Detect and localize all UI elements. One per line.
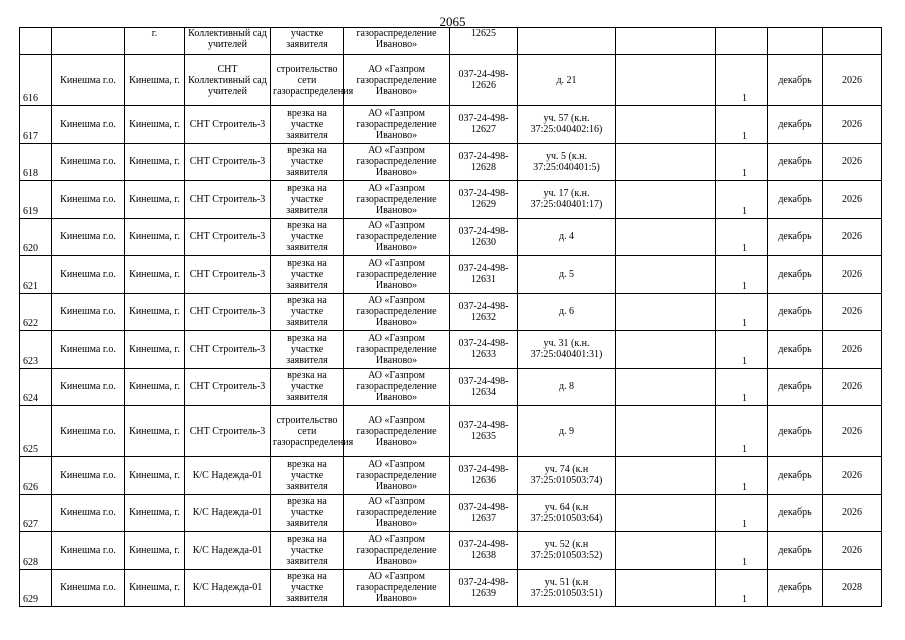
table-row [20, 457, 882, 495]
month-cell: декабрь [768, 293, 823, 331]
quantity-cell: 1 [716, 368, 768, 406]
year-cell: 2026 [823, 143, 882, 181]
owner-cell: АО «Газпром газораспределение Иваново» [344, 55, 450, 106]
quantity-cell [716, 28, 768, 55]
district-cell: Кинешма г.о. [52, 532, 125, 570]
row-number: 622 [20, 293, 52, 331]
code-cell: 037-24-498-12631 [450, 256, 518, 294]
object-cell: СНТ Строитель-3 [185, 106, 271, 144]
row-number [20, 28, 52, 55]
city-cell: Кинешма, г. [125, 181, 185, 219]
object-cell: СНТ Строитель-3 [185, 181, 271, 219]
quantity-cell: 1 [716, 331, 768, 369]
quantity-cell: 1 [716, 106, 768, 144]
code-cell: 037-24-498-12637 [450, 494, 518, 532]
month-cell: декабрь [768, 569, 823, 607]
empty-cell [616, 494, 716, 532]
year-cell: 2026 [823, 293, 882, 331]
address-cell: уч. 5 (к.н. 37:25:040401:5) [518, 143, 616, 181]
empty-cell [616, 293, 716, 331]
table-row [20, 532, 882, 570]
empty-cell [616, 28, 716, 55]
empty-cell [616, 569, 716, 607]
owner-cell: АО «Газпром газораспределение Иваново» [344, 256, 450, 294]
table-row [20, 256, 882, 294]
address-cell: д. 6 [518, 293, 616, 331]
city-cell: г. [125, 28, 185, 55]
year-cell: 2026 [823, 532, 882, 570]
year-cell: 2026 [823, 368, 882, 406]
empty-cell [616, 218, 716, 256]
owner-cell: АО «Газпром газораспределение Иваново» [344, 368, 450, 406]
district-cell: Кинешма г.о. [52, 218, 125, 256]
register-table-body [20, 28, 882, 607]
object-cell: К/С Надежда-01 [185, 532, 271, 570]
table-row [20, 368, 882, 406]
work-type-cell: врезка на участке заявителя [271, 256, 344, 294]
year-cell: 2028 [823, 569, 882, 607]
month-cell: декабрь [768, 181, 823, 219]
object-cell: СНТ Строитель-3 [185, 256, 271, 294]
address-cell: уч. 57 (к.н. 37:25:040402:16) [518, 106, 616, 144]
row-number: 623 [20, 331, 52, 369]
city-cell: Кинешма, г. [125, 368, 185, 406]
owner-cell: АО «Газпром газораспределение Иваново» [344, 143, 450, 181]
year-cell: 2026 [823, 457, 882, 495]
address-cell: д. 5 [518, 256, 616, 294]
work-type-cell: участке заявителя [271, 28, 344, 55]
district-cell: Кинешма г.о. [52, 457, 125, 495]
work-type-cell: врезка на участке заявителя [271, 293, 344, 331]
code-cell: 037-24-498-12629 [450, 181, 518, 219]
quantity-cell: 1 [716, 218, 768, 256]
city-cell: Кинешма, г. [125, 218, 185, 256]
year-cell: 2026 [823, 406, 882, 457]
table-row [20, 106, 882, 144]
address-cell: уч. 17 (к.н. 37:25:040401:17) [518, 181, 616, 219]
city-cell: Кинешма, г. [125, 256, 185, 294]
owner-cell: АО «Газпром газораспределение Иваново» [344, 331, 450, 369]
city-cell: Кинешма, г. [125, 143, 185, 181]
district-cell: Кинешма г.о. [52, 293, 125, 331]
work-type-cell: врезка на участке заявителя [271, 143, 344, 181]
empty-cell [616, 106, 716, 144]
code-cell: 037-24-498-12628 [450, 143, 518, 181]
owner-cell: АО «Газпром газораспределение Иваново» [344, 457, 450, 495]
address-cell: уч. 52 (к.н 37:25:010503:52) [518, 532, 616, 570]
object-cell: К/С Надежда-01 [185, 457, 271, 495]
district-cell [52, 28, 125, 55]
year-cell: 2026 [823, 331, 882, 369]
quantity-cell: 1 [716, 181, 768, 219]
empty-cell [616, 256, 716, 294]
month-cell: декабрь [768, 256, 823, 294]
object-cell: СНТ Строитель-3 [185, 143, 271, 181]
quantity-cell: 1 [716, 457, 768, 495]
city-cell: Кинешма, г. [125, 494, 185, 532]
work-type-cell: врезка на участке заявителя [271, 494, 344, 532]
object-cell: СНТ Строитель-3 [185, 218, 271, 256]
table-row [20, 293, 882, 331]
row-number: 619 [20, 181, 52, 219]
object-cell: СНТ Строитель-3 [185, 368, 271, 406]
object-cell: СНТ Строитель-3 [185, 293, 271, 331]
work-type-cell: врезка на участке заявителя [271, 331, 344, 369]
empty-cell [616, 143, 716, 181]
district-cell: Кинешма г.о. [52, 368, 125, 406]
object-cell: СНТ Строитель-3 [185, 331, 271, 369]
month-cell: декабрь [768, 218, 823, 256]
month-cell: декабрь [768, 143, 823, 181]
work-type-cell: врезка на участке заявителя [271, 532, 344, 570]
table-row [20, 331, 882, 369]
city-cell: Кинешма, г. [125, 293, 185, 331]
table-row [20, 143, 882, 181]
row-number: 629 [20, 569, 52, 607]
city-cell: Кинешма, г. [125, 406, 185, 457]
code-cell: 037-24-498-12634 [450, 368, 518, 406]
row-number: 626 [20, 457, 52, 495]
table-row [20, 181, 882, 219]
object-cell: К/С Надежда-01 [185, 494, 271, 532]
empty-cell [616, 406, 716, 457]
owner-cell: АО «Газпром газораспределение Иваново» [344, 218, 450, 256]
code-cell: 037-24-498-12636 [450, 457, 518, 495]
district-cell: Кинешма г.о. [52, 331, 125, 369]
year-cell: 2026 [823, 181, 882, 219]
month-cell: декабрь [768, 106, 823, 144]
quantity-cell: 1 [716, 532, 768, 570]
address-cell: уч. 31 (к.н. 37:25:040401:31) [518, 331, 616, 369]
object-cell: СНТ Строитель-3 [185, 406, 271, 457]
row-number: 627 [20, 494, 52, 532]
year-cell: 2026 [823, 494, 882, 532]
city-cell: Кинешма, г. [125, 569, 185, 607]
row-number: 617 [20, 106, 52, 144]
month-cell: декабрь [768, 368, 823, 406]
work-type-cell: врезка на участке заявителя [271, 569, 344, 607]
object-cell: К/С Надежда-01 [185, 569, 271, 607]
table-row [20, 406, 882, 457]
table-row [20, 55, 882, 106]
code-cell: 037-24-498-12632 [450, 293, 518, 331]
district-cell: Кинешма г.о. [52, 106, 125, 144]
city-cell: Кинешма, г. [125, 331, 185, 369]
quantity-cell: 1 [716, 569, 768, 607]
row-number: 621 [20, 256, 52, 294]
row-number: 618 [20, 143, 52, 181]
district-cell: Кинешма г.о. [52, 494, 125, 532]
row-number: 620 [20, 218, 52, 256]
address-cell [518, 28, 616, 55]
empty-cell [616, 181, 716, 219]
work-type-cell: врезка на участке заявителя [271, 368, 344, 406]
code-cell: 037-24-498-12630 [450, 218, 518, 256]
object-cell: СНТ Коллективный сад учителей [185, 55, 271, 106]
year-cell: 2026 [823, 256, 882, 294]
quantity-cell: 1 [716, 143, 768, 181]
empty-cell [616, 368, 716, 406]
code-cell: 037-24-498-12627 [450, 106, 518, 144]
quantity-cell: 1 [716, 256, 768, 294]
owner-cell: АО «Газпром газораспределение Иваново» [344, 532, 450, 570]
page-number: 2065 [439, 14, 466, 29]
row-number: 628 [20, 532, 52, 570]
code-cell: 037-24-498-12635 [450, 406, 518, 457]
address-cell: уч. 74 (к.н 37:25:010503:74) [518, 457, 616, 495]
month-cell: декабрь [768, 494, 823, 532]
object-cell: Коллективный сад учителей [185, 28, 271, 55]
month-cell: декабрь [768, 331, 823, 369]
owner-cell: АО «Газпром газораспределение Иваново» [344, 406, 450, 457]
table-row [20, 28, 882, 55]
district-cell: Кинешма г.о. [52, 406, 125, 457]
city-cell: Кинешма, г. [125, 106, 185, 144]
address-cell: уч. 51 (к.н 37:25:010503:51) [518, 569, 616, 607]
address-cell: д. 9 [518, 406, 616, 457]
work-type-cell: строительство сети газораспределения [271, 406, 344, 457]
row-number: 624 [20, 368, 52, 406]
city-cell: Кинешма, г. [125, 55, 185, 106]
address-cell: д. 21 [518, 55, 616, 106]
work-type-cell: врезка на участке заявителя [271, 218, 344, 256]
owner-cell: АО «Газпром газораспределение Иваново» [344, 494, 450, 532]
district-cell: Кинешма г.о. [52, 55, 125, 106]
owner-cell: АО «Газпром газораспределение Иваново» [344, 569, 450, 607]
work-type-cell: врезка на участке заявителя [271, 106, 344, 144]
month-cell: декабрь [768, 55, 823, 106]
district-cell: Кинешма г.о. [52, 181, 125, 219]
register-table [19, 27, 882, 607]
empty-cell [616, 532, 716, 570]
code-cell: 037-24-498-12633 [450, 331, 518, 369]
table-row [20, 494, 882, 532]
month-cell: декабрь [768, 457, 823, 495]
empty-cell [616, 55, 716, 106]
month-cell: декабрь [768, 406, 823, 457]
row-number: 616 [20, 55, 52, 106]
month-cell: декабрь [768, 532, 823, 570]
row-number: 625 [20, 406, 52, 457]
code-cell: 037-24-498-12638 [450, 532, 518, 570]
work-type-cell: врезка на участке заявителя [271, 457, 344, 495]
code-cell: 037-24-498-12639 [450, 569, 518, 607]
owner-cell: АО «Газпром газораспределение Иваново» [344, 106, 450, 144]
address-cell: д. 4 [518, 218, 616, 256]
city-cell: Кинешма, г. [125, 532, 185, 570]
year-cell [823, 28, 882, 55]
quantity-cell: 1 [716, 406, 768, 457]
quantity-cell: 1 [716, 55, 768, 106]
table-row [20, 569, 882, 607]
month-cell [768, 28, 823, 55]
code-cell: 037-24-498-12626 [450, 55, 518, 106]
district-cell: Кинешма г.о. [52, 256, 125, 294]
owner-cell: АО «Газпром газораспределение Иваново» [344, 293, 450, 331]
table-row [20, 218, 882, 256]
address-cell: уч. 64 (к.н 37:25:010503:64) [518, 494, 616, 532]
empty-cell [616, 331, 716, 369]
empty-cell [616, 457, 716, 495]
address-cell: д. 8 [518, 368, 616, 406]
city-cell: Кинешма, г. [125, 457, 185, 495]
code-cell: 12625 [450, 28, 518, 55]
quantity-cell: 1 [716, 293, 768, 331]
owner-cell: АО «Газпром газораспределение Иваново» [344, 181, 450, 219]
work-type-cell: строительство сети газораспределения [271, 55, 344, 106]
quantity-cell: 1 [716, 494, 768, 532]
district-cell: Кинешма г.о. [52, 143, 125, 181]
year-cell: 2026 [823, 55, 882, 106]
year-cell: 2026 [823, 106, 882, 144]
district-cell: Кинешма г.о. [52, 569, 125, 607]
owner-cell: газораспределение Иваново» [344, 28, 450, 55]
year-cell: 2026 [823, 218, 882, 256]
work-type-cell: врезка на участке заявителя [271, 181, 344, 219]
